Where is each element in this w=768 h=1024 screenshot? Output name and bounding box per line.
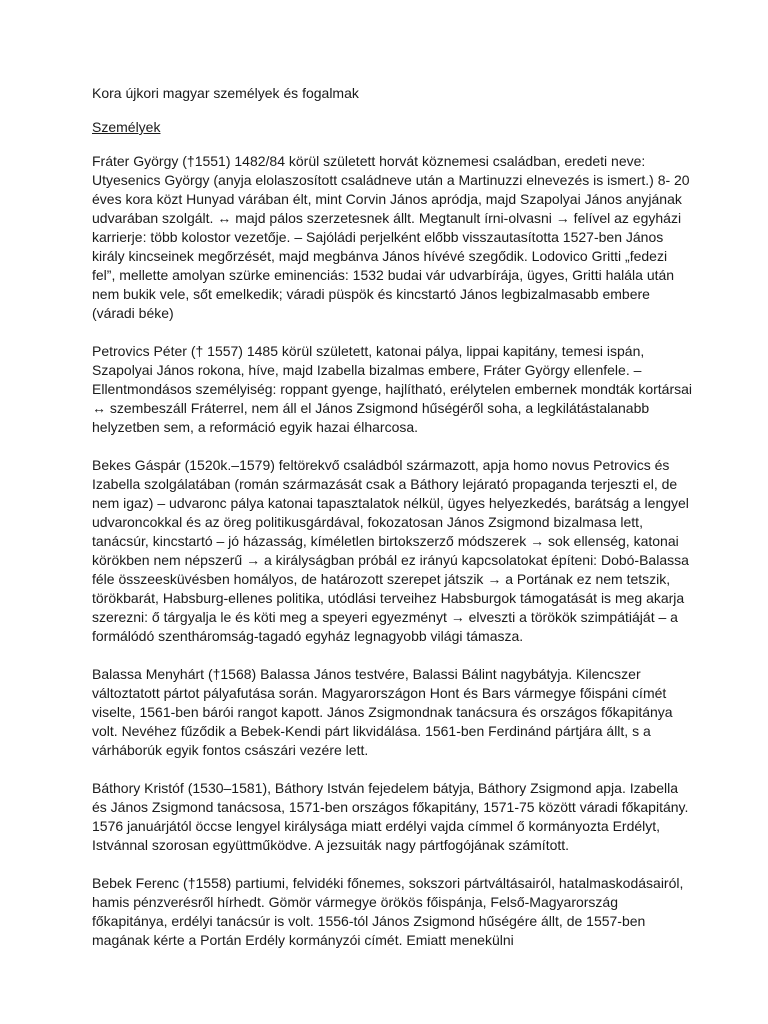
entry-bebek-ferenc: Bebek Ferenc (†1558) partiumi, felvidéki főnemes, sokszori pártváltásairól, hatalmaskodásairól, hamis pénzverésről hírhedt. Gömör vármegye örökös főispánja, Felső-Magyarország főkapitánya, erdélyi tanácsúr is volt. 1556-tól János Zsigmond hűségére állt, de 1557-ben magának kérte a Portán Erdély kormányzói címét. Emiatt menekülni (92, 875, 684, 948)
entry-frater-gyorgy: Fráter György (†1551) 1482/84 körül született horvát köznemesi családban, eredeti neve: Utyesenics György (anyja elolaszosított családneve után a Martinuzzi elnevezés is ismert.) 8- 20 éves kora közt Hunyad várában élt, mint Corvin János apródja, majd Szapolyai János anyjának udvarában szolgált. ↔ majd pálos szerzetesnek állt. Megtanult írni-olvasni → felível az egyházi karrierje: több kolostor vezetője. – Sajóládi perjelként előbb visszautasította 1527-ben János király kincseinek megőrzését, majd megbánva János hívévé szegődik. Lodovico Gritti „fedezi fel”, mellette amolyan szürke eminenciás: 1532 budai vár udvarbírája, ügyes, Gritti halála után nem bukik vele, sőt emelkedik; váradi püspök és kincstartó János legbizalmasabb embere (váradi béke) (92, 153, 690, 321)
entry-petrovics-peter: Petrovics Péter († 1557) 1485 körül született, katonai pálya, lippai kapitány, temesi ispán, Szapolyai János rokona, híve, majd Izabella bizalmas embere, Fráter György ellenfele. – Ellentmondásos személyiség: roppant gyenge, hajlítható, erélytelen embernek mondták kortársai ↔ szembeszáll Fráterrel, nem áll el János Zsigmond hűségéről soha, a legkilátástalanabb helyzetben sem, a reformáció egyik hazai élharcosa. (92, 343, 692, 435)
document-page (92, 84, 692, 969)
entry-balassa-menyhart: Balassa Menyhárt (†1568) Balassa János testvére, Balassi Bálint nagybátyja. Kilencszer változtatott pártot pályafutása során. Magyarországon Hont és Bars vármegye főispáni címét viselte, 1561-ben bárói rangot kapott. János Zsigmondnak tanácsura és országos főkapitánya volt. Nevéhez fűződik a Bebek-Kendi párt likvidálása. 1561-ben Ferdinánd pártjára állt, s a várháborúk egyik fontos császári vezére lett. (92, 666, 673, 758)
entry-bekes-gaspar: Bekes Gáspár (1520k.–1579) feltörekvő családból származott, apja homo novus Petrovics és Izabella szolgálatában (román származását csak a Báthory lejárató propaganda terjeszti el, de nem igaz) – udvaronc pálya katonai tapasztalatok nélkül, ügyes helyezkedés, barátság a lengyel udvaroncokkal és az öreg politikusgárdával, fokozatosan János Zsigmond bizalmasa lett, tanácsúr, kincstartó – jó házasság, kíméletlen birtokszerző módszerek → sok ellenség, katonai körökben nem népszerű → a királyságban próbál ez irányú kapcsolatokat építeni: Dobó-Balassa féle összeesküvésben homályos, de határozott szerepet játszik → a Portának ez nem tetszik, törökbarát, Habsburg-ellenes politika, utódlási terveihez Habsburgok támogatását is meg akarja szerezni: ő tárgyalja le és köti meg a speyeri egyezményt → elveszti a törökök szimpátiáját – a formálódó szentháromság-tagadó egyház legnagyobb világi támasza. (92, 457, 689, 644)
entry-bathory-kristof: Báthory Kristóf (1530–1581), Báthory István fejedelem bátyja, Báthory Zsigmond apja. Izabella és János Zsigmond tanácsosa, 1571-ben országos főkapitány, 1571-75 között váradi főkapitány. 1576 januárjától öccse lengyel királysága miatt erdélyi vajda címmel ő kormányozta Erdélyt, Istvánnal szorosan együttműködve. A jezsuiták nagy pártfogójának számított. (92, 780, 689, 853)
section-heading-szemelyek: Személyek (92, 119, 161, 135)
document-title: Kora újkori magyar személyek és fogalmak (92, 85, 359, 101)
